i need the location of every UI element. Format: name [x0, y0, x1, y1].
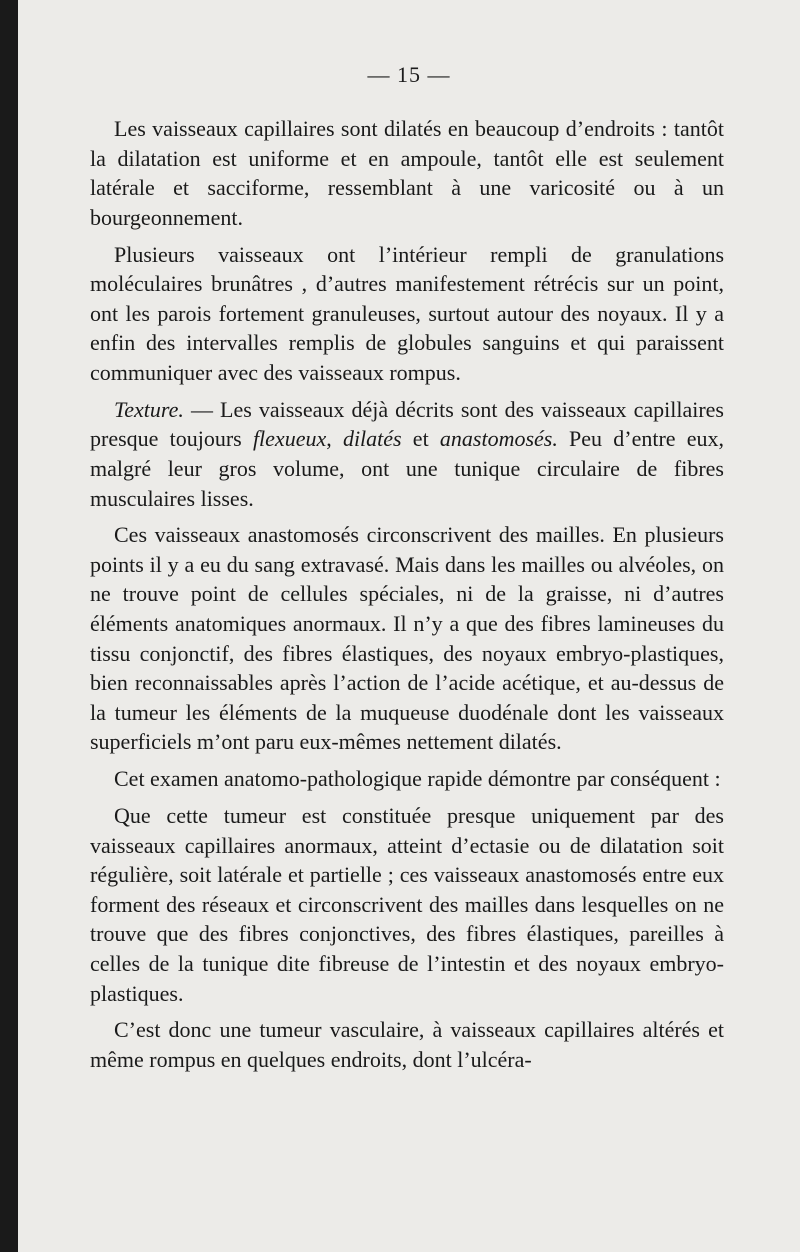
italic-text: flexueux — [252, 426, 327, 452]
paragraph — [90, 395, 724, 513]
text-segment: Les vaisseaux capillaires sont dilatés en beaucoup d’endroits : tantôt la dilatation est uniforme et en ampoule, tantôt elle est seulement latérale et sacciforme, ressemblant à une varicosité ou à un bourgeonnement. — [90, 116, 724, 230]
text-segment: — Les vaisseaux déjà décrits sont des vaisseaux capillaires presque toujours — [90, 396, 724, 452]
paragraph — [90, 764, 724, 794]
text-segment: , — [326, 426, 343, 452]
page-number: — 15 — — [367, 62, 451, 87]
paragraph — [90, 801, 724, 1008]
italic-text: anastomosés. — [439, 426, 558, 452]
text-segment: Ces vaisseaux anastomosés circonscrivent des mailles. En plusieurs points il y a eu du sang extravasé. Mais dans les mailles ou alvéoles, on ne trouve point de cellules spéciales, ni de la graisse, ni d’autres éléments anatomiques anormaux. Il n’y a que des fibres lamineuses du tissu conjonctif, des fibres élastiques, des noyaux embryo-plastiques, bien reconnaissables après l’action de l’acide acétique, et au-dessus de la tumeur les éléments de la muqueuse duodénale dont les vaisseaux superficiels m’ont paru eux-mêmes nettement dilatés. — [90, 522, 724, 755]
body-text — [90, 114, 724, 1075]
text-segment: et — [401, 426, 440, 452]
text-segment: Cet examen anatomo-pathologique rapide démontre par conséquent : — [114, 766, 721, 792]
italic-text: dilatés — [342, 426, 402, 452]
paragraph — [90, 240, 724, 388]
paragraph — [90, 520, 724, 757]
text-segment: C’est donc une tumeur vasculaire, à vaisseaux capillaires altérés et même rompus en quelques endroits, dont l’ulcéra- — [90, 1017, 724, 1072]
page — [18, 0, 800, 1252]
paragraph — [90, 114, 724, 232]
text-segment: Peu d’entre eux, malgré leur gros volume, ont une tunique circulaire de fibres musculaires lisses. — [90, 426, 724, 511]
paragraph — [90, 1015, 724, 1074]
text-segment: Que cette tumeur est constituée presque uniquement par des vaisseaux capillaires anormaux, atteint d’ectasie ou de dilatation soit régulière, soit latérale et partielle ; ces vaisseaux anastomosés entre eux forment des réseaux et circonscrivent des mailles dans lesquelles on ne trouve que des fibres conjonctives, des fibres élastiques, pareilles à celles de la tunique dite fibreuse de l’intestin et des noyaux embryo-plastiques. — [90, 803, 724, 1006]
text-segment: Plusieurs vaisseaux ont l’intérieur rempli de granulations moléculaires brunâtres , d’autres manifestement rétrécis sur un point, ont les parois fortement granuleuses, surtout autour des noyaux. Il y a enfin des intervalles remplis de globules sanguins et qui paraissent communiquer avec des vaisseaux rompus. — [90, 241, 724, 385]
italic-text: Texture. — [114, 396, 184, 422]
